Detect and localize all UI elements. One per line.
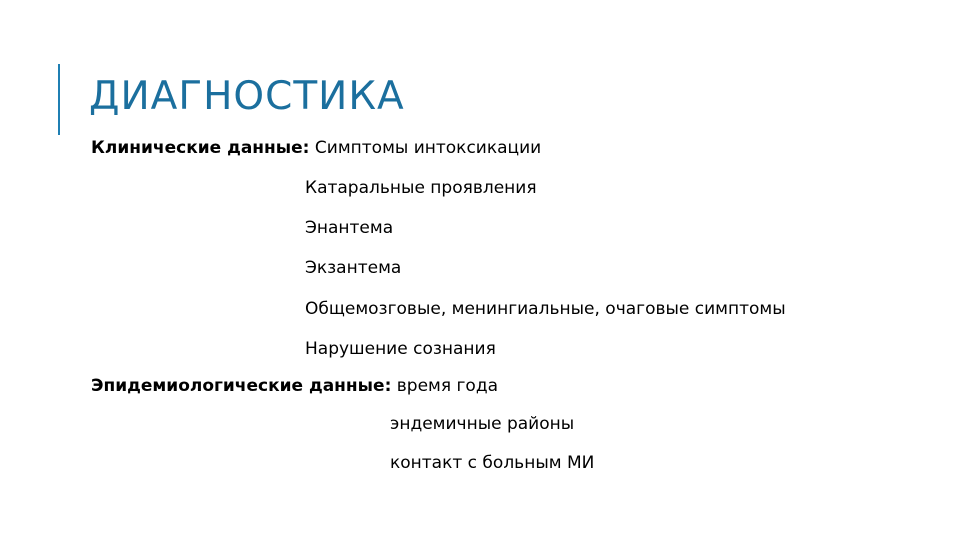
epidemiological-item: эндемичные районы — [390, 414, 575, 434]
clinical-item: Энантема — [305, 218, 394, 238]
clinical-row-first — [91, 140, 541, 157]
epidemiological-item: время года — [396, 376, 499, 396]
clinical-item: Общемозговые, менингиальные, очаговые симптомы — [305, 299, 786, 319]
epidemiological-item: контакт с больным МИ — [390, 453, 595, 473]
clinical-item: Симптомы интоксикации — [314, 138, 542, 158]
slide-title: ДИАГНОСТИКА — [89, 74, 405, 119]
title-accent-bar — [58, 64, 60, 135]
clinical-item: Катаральные проявления — [305, 178, 537, 198]
clinical-item: Нарушение сознания — [305, 339, 496, 359]
epidemiological-row-first — [91, 378, 498, 395]
epidemiological-label: Эпидемиологические данные: — [91, 376, 392, 396]
clinical-label: Клинические данные: — [91, 138, 310, 158]
clinical-item: Экзантема — [305, 258, 402, 278]
